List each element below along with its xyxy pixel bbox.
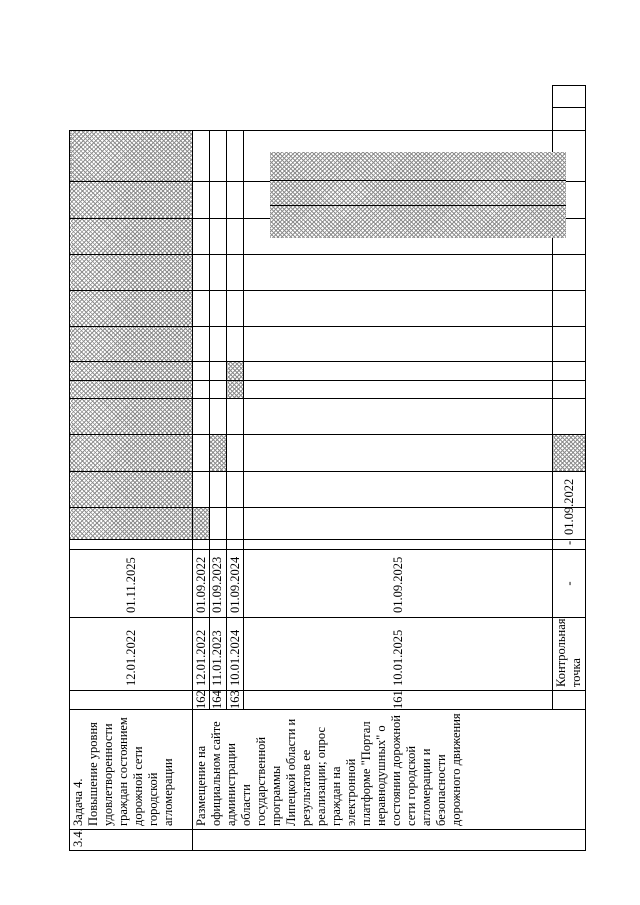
hatched-cell xyxy=(70,399,193,435)
empty-cell xyxy=(193,362,209,381)
empty-cell xyxy=(553,255,586,291)
empty-cell xyxy=(209,327,226,362)
band-grid-line xyxy=(270,180,566,181)
row-number: 161 xyxy=(390,690,405,709)
gap-cell xyxy=(193,540,209,550)
row-start-date: 10.01.2024 xyxy=(227,629,242,686)
task-start-date: 12.01.2022 xyxy=(123,629,138,686)
section-number: 3.4. xyxy=(71,828,85,847)
row-end-cell xyxy=(209,550,226,618)
task-end-cell xyxy=(70,550,193,618)
hatched-cell xyxy=(553,435,586,472)
hatched-cell xyxy=(70,381,193,399)
empty-cell xyxy=(227,131,244,182)
row-number: 164 xyxy=(210,690,225,709)
empty-number-cell xyxy=(193,830,586,851)
empty-cell xyxy=(553,291,586,327)
empty-cell xyxy=(193,399,209,435)
gap-cell xyxy=(209,540,226,550)
subtask-row-162 xyxy=(193,86,209,851)
empty-cell xyxy=(553,381,586,399)
empty-cell xyxy=(209,131,226,182)
row-num-cell xyxy=(209,691,226,710)
empty-cell xyxy=(193,182,209,219)
section-number-cell xyxy=(70,830,193,851)
empty-cell xyxy=(553,86,586,109)
control-point-end-cell xyxy=(553,478,586,540)
row-start-date: 12.01.2022 xyxy=(193,629,208,686)
empty-cell xyxy=(209,472,226,508)
control-point-dash-cell xyxy=(553,550,586,618)
task-start-cell xyxy=(70,618,193,691)
hatched-cell xyxy=(209,435,226,472)
control-point-start-cell xyxy=(553,540,586,550)
empty-cell xyxy=(227,399,244,435)
empty-cell xyxy=(227,255,244,291)
control-point-dash: - xyxy=(561,581,576,586)
hatched-cell xyxy=(70,472,193,508)
empty-cell xyxy=(227,508,244,540)
empty-cell xyxy=(244,255,553,291)
empty-cell xyxy=(193,291,209,327)
hatched-cell xyxy=(70,435,193,472)
empty-cell xyxy=(244,327,553,362)
hatched-cell xyxy=(70,255,193,291)
hatched-cell xyxy=(227,362,244,381)
row-number: 162 xyxy=(193,690,208,709)
empty-cell xyxy=(193,131,209,182)
empty-cell xyxy=(244,399,553,435)
hatched-cell xyxy=(193,508,209,540)
empty-cell xyxy=(193,435,209,472)
gap-cell xyxy=(70,540,193,550)
empty-cell xyxy=(209,255,226,291)
empty-cell xyxy=(209,182,226,219)
empty-cell xyxy=(209,362,226,381)
control-point-start: - xyxy=(561,540,576,545)
hatched-band-2025 xyxy=(270,152,566,238)
row-end-cell xyxy=(244,550,553,618)
empty-cell xyxy=(553,327,586,362)
empty-cell xyxy=(244,435,553,472)
empty-cell xyxy=(244,291,553,327)
row-start-cell xyxy=(227,618,244,691)
empty-cell xyxy=(244,472,553,508)
empty-cell xyxy=(227,327,244,362)
row-start-date: 10.01.2025 xyxy=(390,629,405,686)
row-end-date: 01.09.2025 xyxy=(390,556,405,613)
gap-cell xyxy=(244,540,553,550)
subtask-label: Размещение на официальном сайте администрации области государственной программы Липецкой области и результатов ее реализации; опрос граждан на электронной платформе "Портал неравнодушных" о состоянии дорожной сети городской агломерации и безопасности дорожного движения xyxy=(194,713,464,826)
control-point-label: Контрольная точка xyxy=(554,618,584,687)
empty-cell xyxy=(209,399,226,435)
row-start-cell xyxy=(209,618,226,691)
task-row xyxy=(70,86,193,851)
empty-cell xyxy=(227,472,244,508)
row-end-date: 01.09.2022 xyxy=(193,556,208,613)
hatched-cell xyxy=(70,131,193,182)
row-number: 163 xyxy=(227,690,242,709)
task-title-cell xyxy=(70,710,193,830)
task-title: Задача 4. Повышение уровня удовлетворенности граждан состоянием дорожной сети городской агломерации xyxy=(71,717,175,826)
row-start-cell xyxy=(193,618,209,691)
empty-cell xyxy=(227,182,244,219)
gap-cell xyxy=(227,540,244,550)
hatched-cell xyxy=(70,327,193,362)
control-point-end-date: 01.09.2022 xyxy=(561,478,576,535)
row-start-date: 11.01.2023 xyxy=(210,630,225,686)
empty-cell xyxy=(209,508,226,540)
empty-cell xyxy=(244,362,553,381)
empty-cell xyxy=(193,219,209,255)
row-num-cell xyxy=(227,691,244,710)
empty-cell xyxy=(193,472,209,508)
row-end-date: 01.09.2024 xyxy=(227,556,242,613)
empty-number-cell xyxy=(553,691,586,710)
control-point-label-cell xyxy=(553,618,586,691)
empty-cell xyxy=(227,435,244,472)
subtask-label-cell xyxy=(193,710,586,830)
empty-cell xyxy=(193,327,209,362)
empty-cell xyxy=(553,362,586,381)
task-end-date: 01.11.2025 xyxy=(123,557,138,613)
row-end-date: 01.09.2023 xyxy=(210,556,225,613)
empty-cell xyxy=(193,255,209,291)
empty-cell xyxy=(209,219,226,255)
empty-cell xyxy=(553,399,586,435)
row-end-cell xyxy=(227,550,244,618)
row-end-cell xyxy=(193,550,209,618)
empty-cell xyxy=(209,291,226,327)
empty-cell xyxy=(227,291,244,327)
hatched-cell xyxy=(70,291,193,327)
empty-cell xyxy=(227,219,244,255)
hatched-cell xyxy=(70,508,193,540)
hatched-cell xyxy=(70,362,193,381)
row-num-cell xyxy=(244,691,553,710)
row-num-cell xyxy=(193,691,209,710)
empty-cell xyxy=(244,381,553,399)
band-grid-line xyxy=(270,205,566,206)
empty-cell xyxy=(193,381,209,399)
hatched-cell xyxy=(227,381,244,399)
hatched-cell xyxy=(70,219,193,255)
empty-cell xyxy=(553,108,586,131)
hatched-cell xyxy=(70,182,193,219)
task-num-cell xyxy=(70,691,193,710)
row-start-cell xyxy=(244,618,553,691)
empty-cell xyxy=(209,381,226,399)
empty-cell xyxy=(244,508,553,540)
